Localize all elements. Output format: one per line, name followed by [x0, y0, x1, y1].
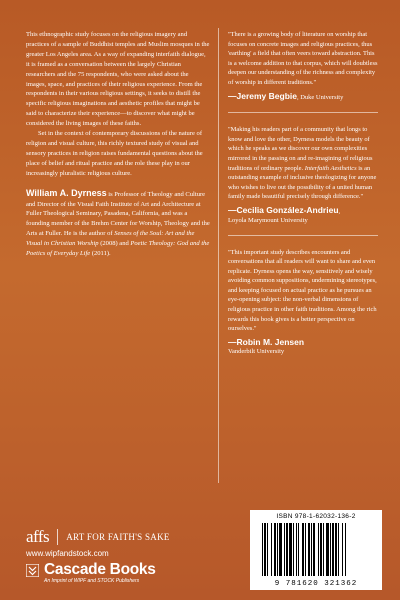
barcode-bar [305, 523, 306, 576]
author-bio-text-1: is Professor of Theology and Culture and Director of the Visual Faith Institute of Art and Architecture at Fuller Theological Seminary, Pasadena, California, and was a founding member of the Brehm Center for Worship, Theology and the Arts at Fuller. He is the author of [26, 190, 210, 238]
endorsement-1 [228, 30, 378, 102]
barcode-bar [286, 523, 288, 576]
barcode-bar [342, 523, 343, 576]
series-name: ART FOR FAITH'S SAKE [66, 532, 170, 542]
barcode-bar [311, 523, 312, 576]
endorsement-2-text [228, 125, 378, 202]
author-bio-text-3: (2011). [90, 250, 111, 258]
column-divider [218, 28, 219, 483]
barcode-bar [296, 523, 297, 576]
author-book-2: Poetic Theology: God and the Poetics of Everyday Life [26, 240, 210, 258]
barcode-bar [279, 523, 282, 576]
isbn-text: ISBN 978-1-62032-136-2 [276, 513, 356, 520]
endorsement-1-text: "There is a growing body of literature on worship that focuses on concrete images and religious practices, thus 'earthing' a field that often veers toward abstraction. This is a welcome addition to that corpus, which will doubtless deepen our understanding of the richness and complexity of worship in different traditions." [228, 31, 378, 86]
publisher-url: www.wipfandstock.com [26, 549, 109, 558]
endorsement-2-text-b: is an outstanding example of inclusive theologizing for anyone who wishes to live out the possibility of a united human family made beautiful precisely through difference." [228, 164, 377, 201]
endorsement-2-name: —Cecilia González-Andrieu [228, 204, 339, 215]
endorsement-1-attribution: —Jeremy Begbie, Duke University [228, 90, 344, 101]
barcode-bar [318, 523, 319, 576]
barcode-bar [267, 523, 268, 576]
barcode-bar [313, 523, 315, 576]
endorsement-2-attribution: —Cecilia González-Andrieu, Loyola Marymount University [228, 206, 378, 225]
barcode-bar [274, 523, 276, 576]
barcode-bar [320, 523, 322, 576]
series-separator [57, 529, 58, 545]
series-logo [26, 527, 170, 547]
barcode-bar [323, 523, 324, 576]
author-bio-text-2: (2008) and [98, 240, 131, 248]
endorsement-divider-1 [228, 112, 378, 113]
endorsement-2-book-title: Interfaith Aesthetics [304, 164, 357, 172]
description-paragraph-2: Set in the context of contemporary discussions of the nature of religion and visual culture, this richly textured study of visual and sensory practices in religion raises fundamental questions about the place of belief and ritual practice and the role these play in our increasingly pluralistic religious culture. [26, 130, 203, 177]
barcode-bar [338, 523, 339, 576]
endorsement-3-attribution [228, 338, 378, 357]
back-cover-description [26, 30, 210, 259]
endorsement-2-institution: Loyola Marymount University [228, 216, 308, 224]
cascade-logo-icon [26, 564, 39, 577]
publisher-logo [26, 561, 156, 579]
barcode-bar [284, 523, 285, 576]
endorsement-1-name: —Jeremy Begbie [228, 90, 297, 101]
endorsement-1-institution: Duke University [300, 93, 344, 101]
barcode-digits: 9 781620 321362 [274, 580, 358, 588]
affs-logo: affs [26, 527, 50, 546]
endorsement-3-institution: Vanderbilt University [228, 348, 285, 356]
author-book-1: Senses of the Soul: Art and the Visual in Christian Worship [26, 230, 195, 248]
barcode-bar [277, 523, 278, 576]
publisher-imprint: An Imprint of WIPF and STOCK Publishers [44, 578, 140, 584]
barcode-bar [335, 523, 337, 576]
barcode-bar [326, 523, 329, 576]
publisher-name: Cascade Books [44, 561, 156, 578]
endorsements [228, 30, 378, 366]
barcode-bar [289, 523, 292, 576]
barcode-bar [345, 523, 346, 576]
barcode [250, 510, 382, 590]
barcode-bar [298, 523, 299, 576]
barcode-bar [262, 523, 263, 576]
barcode-bar [332, 523, 334, 576]
barcode-bars [262, 523, 370, 576]
barcode-bar [330, 523, 331, 576]
endorsement-3 [228, 248, 378, 357]
barcode-bar [271, 523, 272, 576]
description-paragraph-1: This ethnographic study focuses on the religious imagery and practices of a sample of Buddhist temples and Muslim mosques in the greater Los Angeles area. As a way of expanding interfaith dialogue, it is framed as a conversation between the largely Christian researchers and the 75 respondents, who were asked about the images, space, and practices of their religious experience. From the respondents in their various religious settings, it seeks to distill the specific religious imaginations and aesthetic profiles that might be said to characterize their experience—to discover what might be considered the living images of these faiths. [26, 31, 210, 128]
barcode-bar [293, 523, 294, 576]
barcode-bar [264, 523, 266, 576]
author-name: William A. Dyrness [26, 187, 107, 198]
author-bio [26, 189, 210, 259]
endorsement-2-text-a: "Making his readers part of a community that longs to know and love the other, Dyrness models the beauty of which he speaks as we discover our own complexities mirrored in the passing on and re-imagining of religious traditions of ordinary people. [228, 126, 373, 172]
barcode-bar [302, 523, 304, 576]
endorsement-divider-2 [228, 235, 378, 236]
endorsement-3-name: —Robin M. Jensen [228, 336, 305, 347]
endorsement-3-text: "This important study describes encounters and conversations that all readers will want to share and even replicate. Dyrness opens the way, sensitively and wisely avoiding common suppositions, undermining stereotypes, and keeping focused on actual practice as he pursues an eye-opening subject: the non-verbal dimensions of religious practice in other faith traditions. Among the rich rewards this book gives is a better perspective on ourselves." [228, 248, 377, 333]
endorsement-2 [228, 125, 378, 224]
barcode-bar [308, 523, 310, 576]
